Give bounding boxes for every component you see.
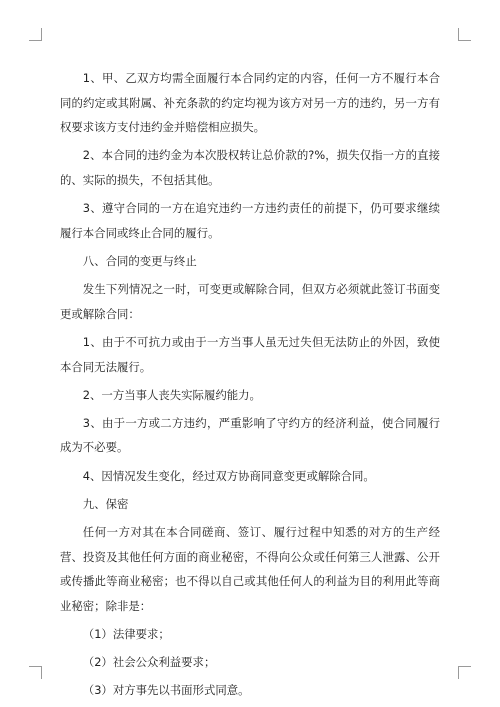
paragraph-change-3: 3、由于一方或二方违约，严重影响了守约方的经济利益，使合同履行成为不必要。 xyxy=(60,415,440,455)
section-heading-confidentiality: 九、保密 xyxy=(82,496,129,511)
list-item-exception-2: （2）社会公众利益要求； xyxy=(82,655,216,670)
list-item-exception-1: （1）法律要求； xyxy=(82,627,170,641)
paragraph-breach-1: 1、甲、乙双方均需全面履行本合同约定的内容，任何一方不履行本合同的约定或其附属、补充条款的约定均视为该方对另一方的违约，另一方有权要求该方支付违约金并赔偿相应损失。 xyxy=(60,71,440,135)
paragraph-change-2: 2、一方当事人丧失实际履约能力。 xyxy=(82,387,261,402)
paragraph-change-intro: 发生下列情况之一时，可变更或解除合同，但双方必须就此签订书面变更或解除合同： xyxy=(60,282,440,321)
paragraph-change-1: 1、由于不可抗力或由于一方当事人虽无过失但无法防止的外因，致使本合同无法履行。 xyxy=(60,334,440,374)
crop-mark-top-right xyxy=(458,28,471,41)
list-item-exception-3: （3）对方事先以书面形式同意。 xyxy=(82,683,250,698)
crop-mark-top-left xyxy=(29,28,42,41)
paragraph-breach-2: 2、本合同的违约金为本次股权转让总价款的?%，损失仅指一方的直接的、实际的损失，不包括其他。 xyxy=(60,148,440,187)
crop-mark-bottom-right xyxy=(458,666,471,679)
paragraph-change-4: 4、因情况发生变化，经过双方协商同意变更或解除合同。 xyxy=(82,468,375,483)
document-body xyxy=(60,66,440,707)
paragraph-breach-3: 3、遵守合同的一方在追究违约一方违约责任的前提下，仍可要求继续履行本合同或终止合同的履行。 xyxy=(60,201,440,240)
paragraph-confidentiality: 任何一方对其在本合同磋商、签订、履行过程中知悉的对方的生产经营、投资及其他任何方面的商业秘密，不得向公众或任何第三人泄露、公开或传播此等商业秘密；也不得以自己或其他任何人的利益为目的利用此等商业秘密；除非是： xyxy=(60,525,440,613)
section-heading-change-termination: 八、合同的变更与终止 xyxy=(82,253,197,268)
crop-mark-bottom-left xyxy=(29,666,42,679)
